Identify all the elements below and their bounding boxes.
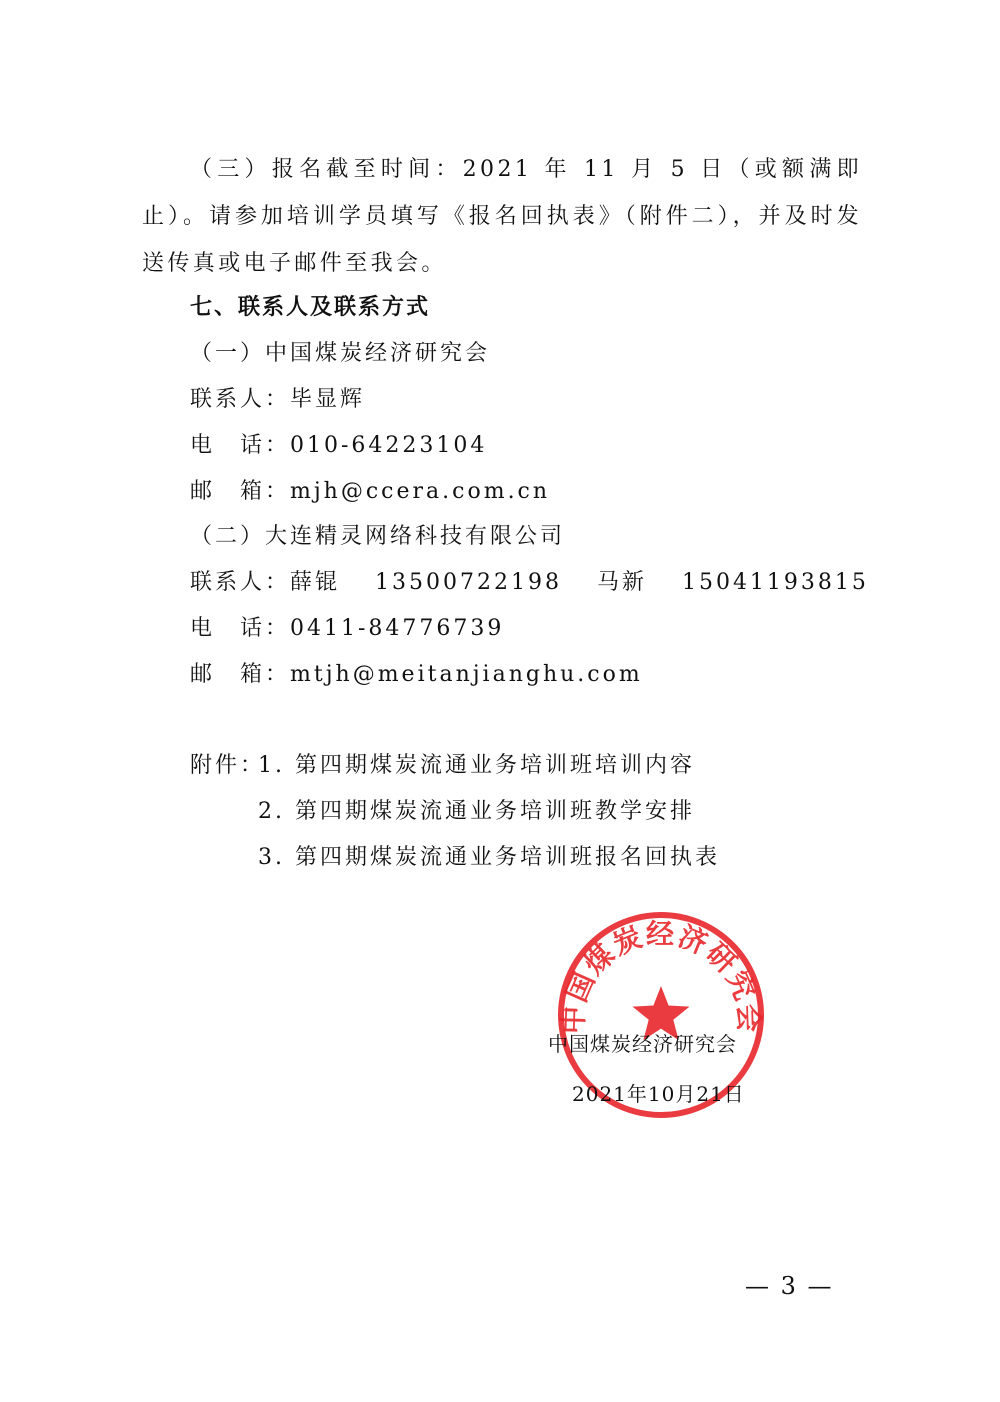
seal-text: 中国煤炭经济研究会 <box>556 917 766 1035</box>
signature-organization: 中国煤炭经济研究会 <box>548 1032 737 1056</box>
org1-phone: 电 话：010-64223104 <box>190 433 488 458</box>
attachment-item: 1. 第四期煤炭流通业务培训班培训内容 <box>258 753 695 778</box>
signature-date: 2021年10月21日 <box>572 1082 745 1106</box>
attachment-item: 3. 第四期煤炭流通业务培训班报名回执表 <box>258 845 720 870</box>
page-number: — 3 — <box>745 1272 834 1300</box>
org2-contact-person: 联系人：薛锟 13500722198 马新 15041193815 <box>190 570 869 595</box>
org1-name: （一）中国煤炭经济研究会 <box>190 341 491 366</box>
attachments-label: 附件： <box>190 753 266 778</box>
org1-email: 邮 箱：mjh@ccera.com.cn <box>190 479 551 504</box>
registration-deadline-paragraph: （三）报名截至时间：2021 年 11 月 5 日（或额满即止）。请参加培训学员填写《报名回执表》（附件二），并及时发送传真或电子邮件至我会。 <box>142 157 862 276</box>
contacts-heading: 七、联系人及联系方式 <box>190 295 431 320</box>
attachment-item: 2. 第四期煤炭流通业务培训班教学安排 <box>258 799 695 824</box>
org1-contact-person: 联系人：毕显辉 <box>190 387 366 412</box>
org2-phone: 电 话：0411-84776739 <box>190 616 505 641</box>
org2-name: （二）大连精灵网络科技有限公司 <box>190 524 566 549</box>
org2-email: 邮 箱：mtjh@meitanjianghu.com <box>190 662 643 687</box>
